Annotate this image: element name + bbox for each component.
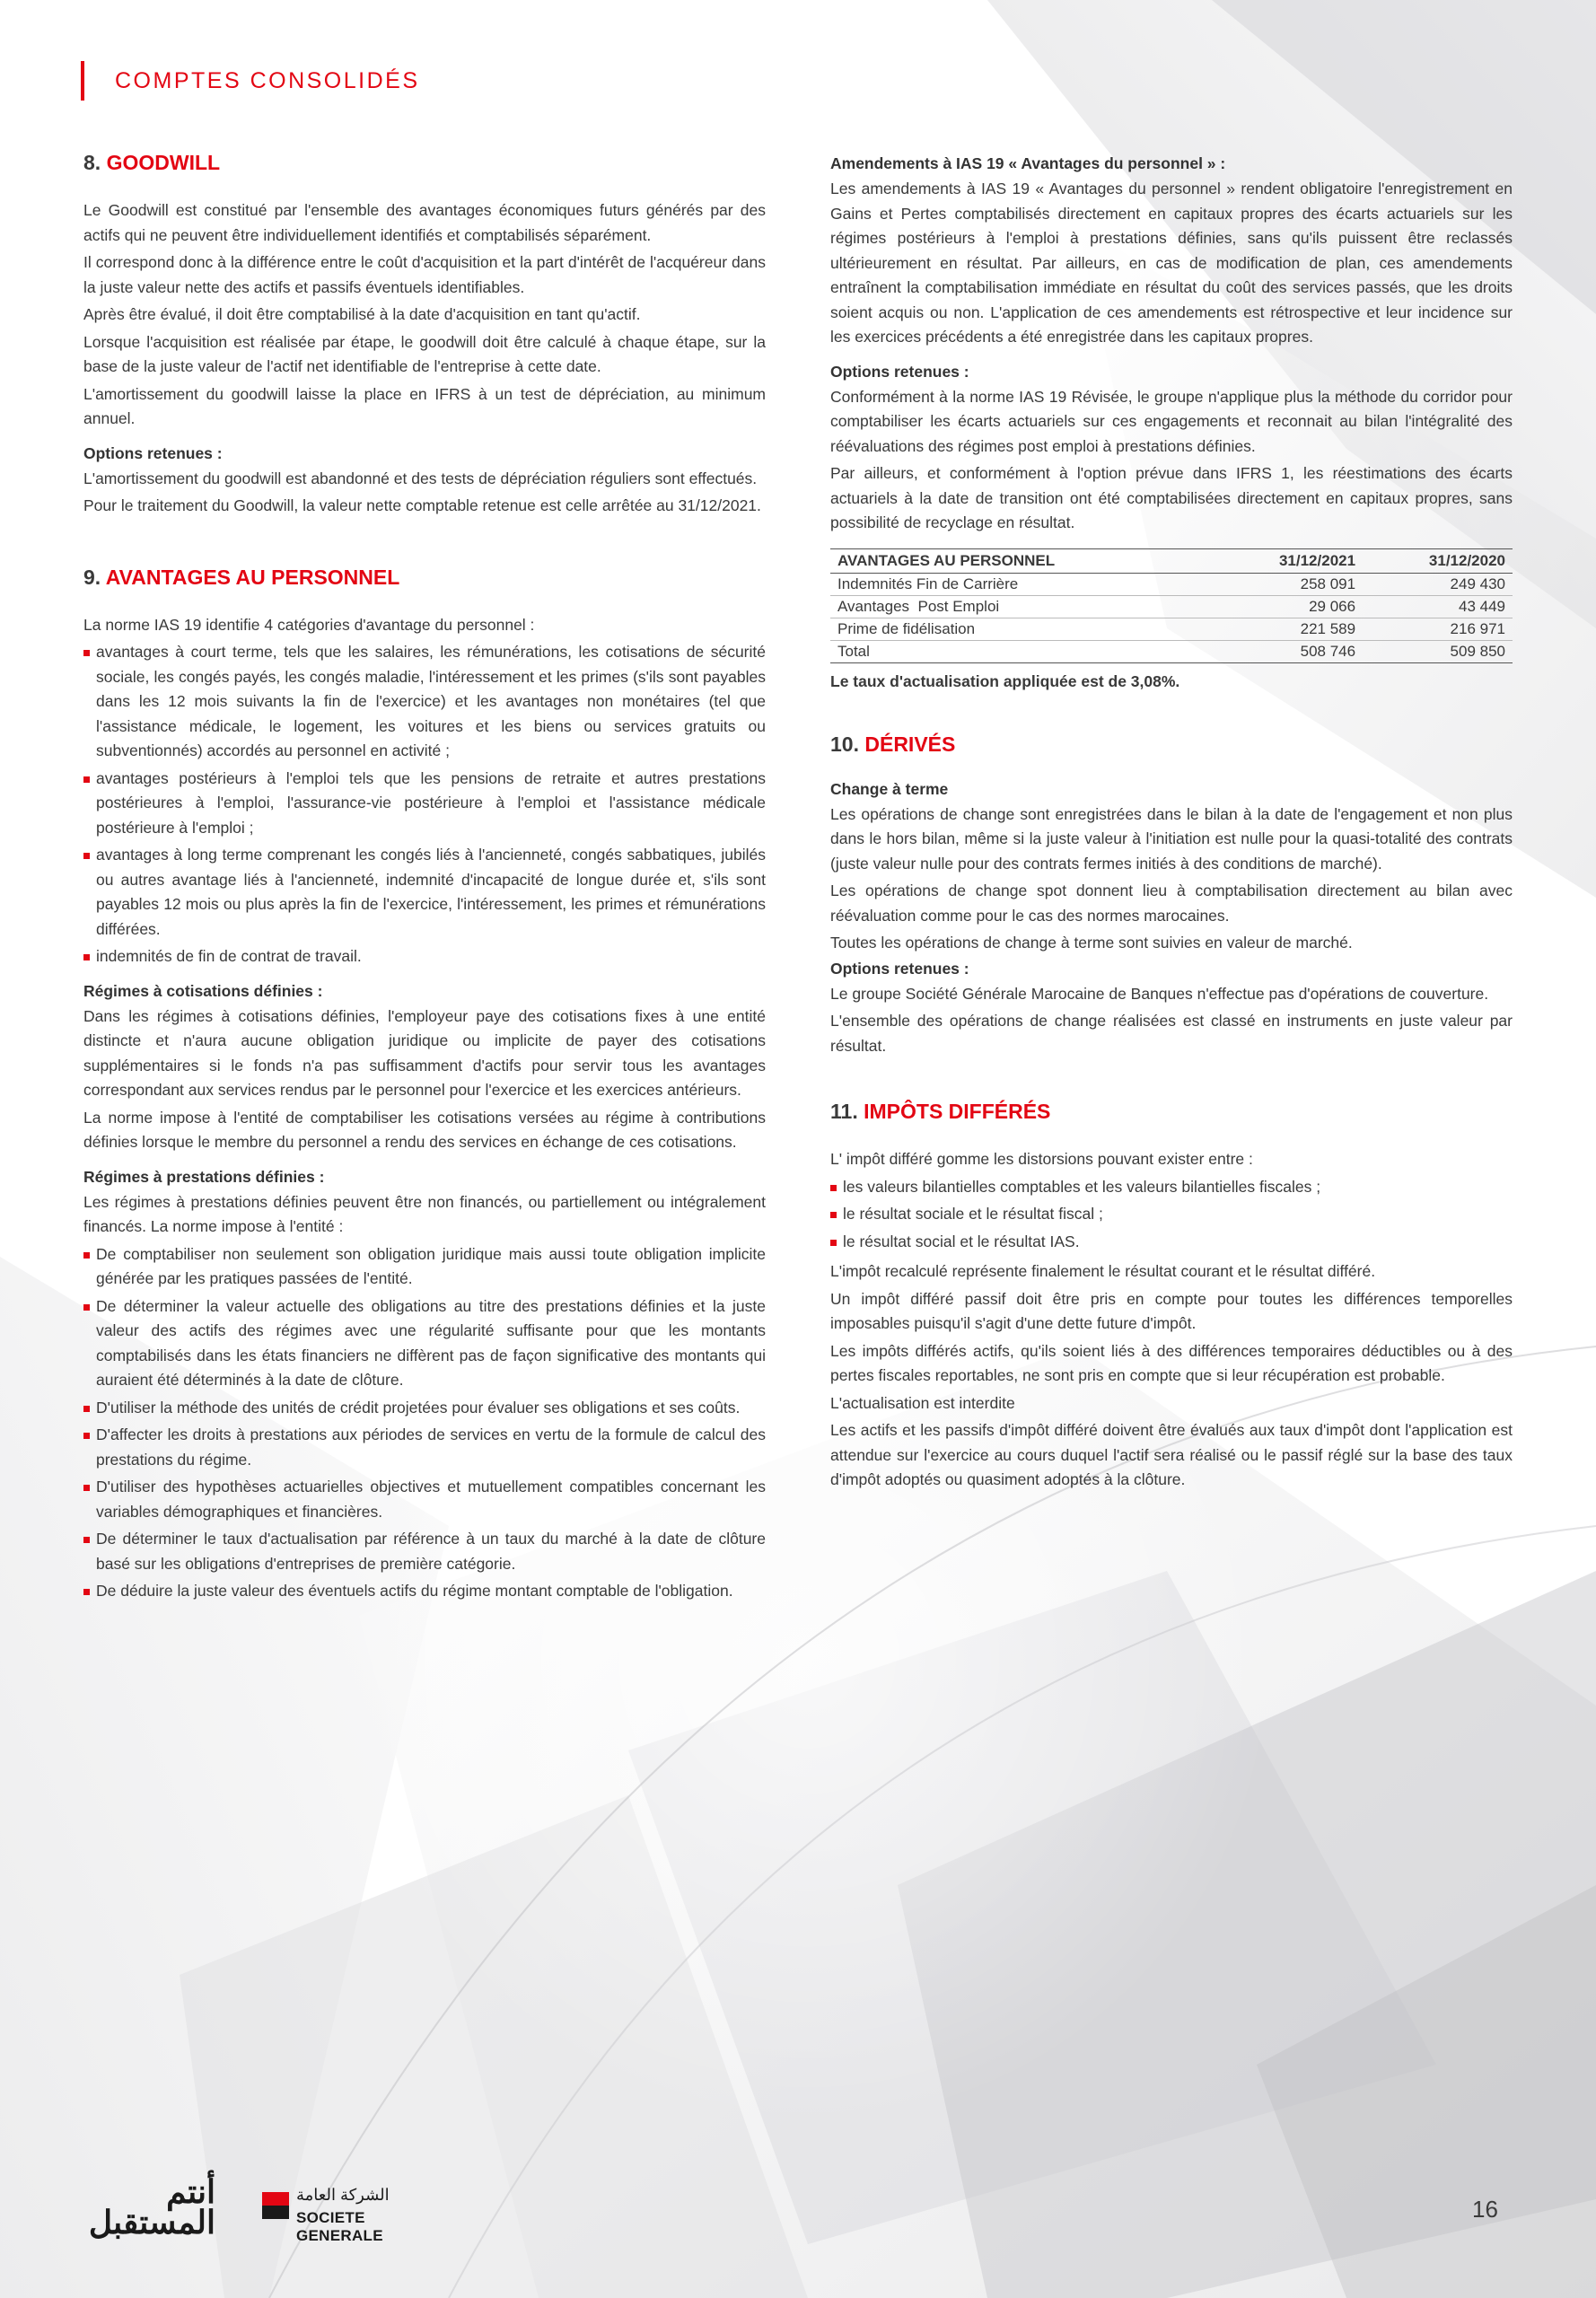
paragraph: Les actifs et les passifs d'impôt différé doivent être évalués aux taux d'impôt dont l'application est attendue sur l'exercice au cours duquel l'actif sera réalisé ou le passif réglé sur la base des taux d'impôt adoptés ou quasiment adoptés à la clôture. xyxy=(830,1421,1513,1488)
list-item: les valeurs bilantielles comptables et les valeurs bilantielles fiscales ; xyxy=(830,1175,1513,1200)
slogan-line-2: المستقبل xyxy=(88,2204,215,2241)
column-header: 31/12/2021 xyxy=(1213,548,1363,573)
table-total-row xyxy=(830,640,1513,662)
slogan-line-1: أنتم xyxy=(166,2173,215,2210)
discount-rate-note: Le taux d'actualisation appliquée est de 3,08%. xyxy=(830,671,1180,690)
paragraph: L' impôt différé gomme les distorsions pouvant exister entre : xyxy=(830,1150,1253,1168)
list-item: avantages postérieurs à l'emploi tels que les pensions de retraite et autres prestations postérieures à l'emploi, l'assurance-vie postérieure à l'emploi et l'assistance médicale postérieure à l'emploi ; xyxy=(83,767,766,841)
brand-square-icon xyxy=(262,2192,289,2219)
paragraph: Un impôt différé passif doit être pris en compte pour toutes les différences temporelles imposables puisqu'il s'agit d'une dette future d'impôt. xyxy=(830,1289,1513,1332)
table-row xyxy=(830,573,1513,595)
paragraph: La norme IAS 19 identifie 4 catégories d'avantage du personnel : xyxy=(83,615,535,634)
brand-name: SOCIETE GENERALE xyxy=(296,2209,383,2244)
paragraph: Le Goodwill est constitué par l'ensemble des avantages économiques futurs générés par des actifs qui ne peuvent être individuellement identifiés et comptabilisés séparément. xyxy=(83,201,766,244)
table-row xyxy=(830,595,1513,618)
paragraph: Dans les régimes à cotisations définies, l'employeur paye des cotisations fixes à une entité distincte et n'aura aucune obligation juridique ou implicite de payer des cotisations supplémentaires si le fonds n'a pas suffisamment d'actifs pour servir tous les avantages correspondant aux services rendus par le personnel pour l'exercice et les exercices antérieurs. xyxy=(83,1006,766,1099)
options-subheading: Options retenues : xyxy=(830,959,969,978)
row-label: Prime de fidélisation xyxy=(830,618,1213,640)
options-subheading: Options retenues : xyxy=(83,443,223,462)
cell-2021: 508 746 xyxy=(1213,640,1363,662)
derives-heading xyxy=(830,732,1513,757)
page-header xyxy=(81,61,420,101)
paragraph: La norme impose à l'entité de comptabiliser les cotisations versées au régime à contributions définies lorsque le membre du personnel a rendu des services en échange de ces cotisations. xyxy=(83,1108,766,1151)
cotisations-subheading: Régimes à cotisations définies : xyxy=(83,981,323,1000)
bullet-list xyxy=(83,640,766,969)
paragraph: Par ailleurs, et conformément à l'option prévue dans IFRS 1, les réestimations des écarts actuariels à la date de transition ont été comptabilisées directement en capitaux propres, sans possibilité de recyclage en résultat. xyxy=(830,464,1513,531)
page-number: 16 xyxy=(1472,2196,1498,2223)
list-item: le résultat sociale et le résultat fiscal ; xyxy=(830,1202,1513,1227)
heading-title: GOODWILL xyxy=(106,151,221,174)
heading-number: 10. xyxy=(830,732,859,756)
heading-title: DÉRIVÉS xyxy=(864,732,956,756)
bullet-list xyxy=(83,1242,766,1604)
heading-number: 9. xyxy=(83,565,101,589)
left-column xyxy=(83,151,766,1609)
footer-logo xyxy=(81,2173,449,2244)
paragraph: Lorsque l'acquisition est réalisée par étape, le goodwill doit être calculé à chaque étape, sur la base de la juste valeur de l'actif net identifiable de l'entreprise à cette date. xyxy=(83,332,766,375)
list-item: avantages à court terme, tels que les salaires, les rémunérations, les cotisations de sécurité sociale, les congés payés, les congés maladie, l'intéressement et les primes (s'ils sont payables dans les 12 mois suivants la fin de l'exercice) et les avantages non monétaires (tel que l'assistance médicale, le logement, les voitures et les biens ou services gratuits ou subventionnés) accordés au personnel en activité ; xyxy=(83,640,766,764)
amendements-subheading: Amendements à IAS 19 « Avantages du personnel » : xyxy=(830,154,1226,172)
list-item: indemnités de fin de contrat de travail. xyxy=(83,944,766,969)
derives-section xyxy=(830,732,1513,1059)
benefits-table xyxy=(830,548,1513,663)
paragraph: Toutes les opérations de change à terme sont suivies en valeur de marché. xyxy=(830,934,1353,952)
list-item: D'utiliser des hypothèses actuarielles objectives et mutuellement compatibles concernant les variables démographiques et financières. xyxy=(83,1475,766,1524)
heading-title: AVANTAGES AU PERSONNEL xyxy=(105,565,400,589)
list-item: le résultat social et le résultat IAS. xyxy=(830,1230,1513,1255)
slogan-arabic xyxy=(81,2173,215,2241)
list-item: De déduire la juste valeur des éventuels actifs du régime montant comptable de l'obligation. xyxy=(83,1579,766,1604)
list-item: D'utiliser la méthode des unités de crédit projetées pour évaluer ses obligations et ses coûts. xyxy=(83,1396,766,1421)
cell-2021: 29 066 xyxy=(1213,595,1363,618)
paragraph: Après être évalué, il doit être comptabilisé à la date d'acquisition en tant qu'actif. xyxy=(83,305,641,323)
paragraph: Les régimes à prestations définies peuvent être non financés, ou partiellement ou intégralement financés. La norme impose à l'entité : xyxy=(83,1192,766,1235)
change-subheading: Change à terme xyxy=(830,779,949,798)
table-header-row xyxy=(830,548,1513,573)
paragraph: Conformément à la norme IAS 19 Révisée, le groupe n'applique plus la méthode du corridor pour comptabiliser les écarts actuariels sur ces engagements et reconnait au bilan l'intégralité des réévaluations des régimes post emploi à prestations définies. xyxy=(830,387,1513,455)
cell-2021: 258 091 xyxy=(1213,573,1363,595)
cell-2020: 216 971 xyxy=(1363,618,1513,640)
paragraph: Le groupe Société Générale Marocaine de Banques n'effectue pas d'opérations de couverture. xyxy=(830,984,1489,1003)
column-header: AVANTAGES AU PERSONNEL xyxy=(830,548,1213,573)
heading-number: 8. xyxy=(83,151,101,174)
paragraph: Les amendements à IAS 19 « Avantages du personnel » rendent obligatoire l'enregistrement en Gains et Pertes comptabilisés directement en capitaux propres des écarts actuariels sur les régimes postérieurs à l'emploi à prestations définies, sans qu'ils puissent être reclassés ultérieurement en résultat. Par ailleurs, en cas de modification de plan, ces amendements entraînent la comptabilisation immédiate en résultat du coût des services passés, que les droits soient acquis ou non. L'application de ces amendements est rétrospective et leur incidence sur les exercices précédents a été enregistrée dans les capitaux propres. xyxy=(830,180,1513,346)
list-item: avantages à long terme comprenant les congés liés à l'ancienneté, congés sabbatiques, jubilés ou autres avantage liés à l'ancienneté, indemnité d'incapacité de longue durée et, s'ils sont payables 12 mois ou plus après la fin de l'exercice, l'intéressement, les primes et rémunérations différées. xyxy=(83,843,766,942)
bullet-list xyxy=(830,1175,1513,1255)
paragraph: L'impôt recalculé représente finalement le résultat courant et le résultat différé. xyxy=(830,1262,1376,1280)
brand-arabic: الشركة العامة xyxy=(296,2186,390,2204)
heading-number: 11. xyxy=(830,1100,858,1123)
paragraph: Les opérations de change sont enregistrées dans le bilan à la date de l'engagement et non plus dans le hors bilan, même si la juste valeur à l'initiation est nulle pour la quasi-totalité des contrats (juste valeur nulle pour des contrats fermes initiés à des conditions de marché). xyxy=(830,804,1513,873)
paragraph: L'ensemble des opérations de change réalisées est classé en instruments en juste valeur par résultat. xyxy=(830,1012,1513,1055)
paragraph: Les opérations de change spot donnent lieu à comptabilisation directement au bilan avec réévaluation comme pour le cas des normes marocaines. xyxy=(830,881,1513,925)
paragraph: L'amortissement du goodwill laisse la place en IFRS à un test de dépréciation, au minimum annuel. xyxy=(83,384,766,427)
list-item: De déterminer la valeur actuelle des obligations au titre des prestations définies et la juste valeur des actifs des régimes avec une régularité suffisante pour que les montants comptabilisés dans les états financiers ne diffèrent pas de façon significative des montants qui auraient été déterminés à la date de clôture. xyxy=(83,1294,766,1393)
section-title: COMPTES CONSOLIDÉS xyxy=(115,68,420,93)
paragraph: L'amortissement du goodwill est abandonné et des tests de dépréciation réguliers sont effectués. xyxy=(83,469,758,487)
avantages-heading xyxy=(83,566,766,590)
column-header: 31/12/2020 xyxy=(1363,548,1513,573)
impots-heading xyxy=(830,1100,1513,1124)
impots-section xyxy=(830,1100,1513,1493)
cell-2020: 509 850 xyxy=(1363,640,1513,662)
right-column xyxy=(830,154,1513,1495)
prestations-subheading: Régimes à prestations définies : xyxy=(83,1167,325,1186)
row-label: Avantages Post Emploi xyxy=(830,595,1213,618)
amendements-section xyxy=(830,154,1513,691)
list-item: D'affecter les droits à prestations aux périodes de services en vertu de la formule de calcul des prestations du régime. xyxy=(83,1423,766,1472)
cell-2020: 249 430 xyxy=(1363,573,1513,595)
list-item: De comptabiliser non seulement son obligation juridique mais aussi toute obligation implicite générée par les pratiques passées de l'entité. xyxy=(83,1242,766,1292)
goodwill-section xyxy=(83,151,766,519)
options-subheading: Options retenues : xyxy=(830,362,969,381)
paragraph: Les impôts différés actifs, qu'ils soient liés à des différences temporaires déductibles ou à des pertes fiscales reportables, ne sont pris en compte que si leur récupération est probable. xyxy=(830,1341,1513,1384)
cell-2021: 221 589 xyxy=(1213,618,1363,640)
heading-title: IMPÔTS DIFFÉRÉS xyxy=(864,1100,1051,1123)
row-label: Total xyxy=(830,640,1213,662)
paragraph: Pour le traitement du Goodwill, la valeur nette comptable retenue est celle arrêtée au 31/12/2021. xyxy=(83,496,761,514)
avantages-section xyxy=(83,566,766,1604)
paragraph: L'actualisation est interdite xyxy=(830,1393,1015,1412)
list-item: De déterminer le taux d'actualisation par référence à un taux du marché à la date de clôture basé sur les obligations d'entreprises de première catégorie. xyxy=(83,1527,766,1576)
paragraph: Il correspond donc à la différence entre le coût d'acquisition et la part d'intérêt de l'acquéreur dans la juste valeur nette des actifs et passifs éventuels identifiables. xyxy=(83,253,766,296)
cell-2020: 43 449 xyxy=(1363,595,1513,618)
table-row xyxy=(830,618,1513,640)
goodwill-heading xyxy=(83,151,766,175)
row-label: Indemnités Fin de Carrière xyxy=(830,573,1213,595)
